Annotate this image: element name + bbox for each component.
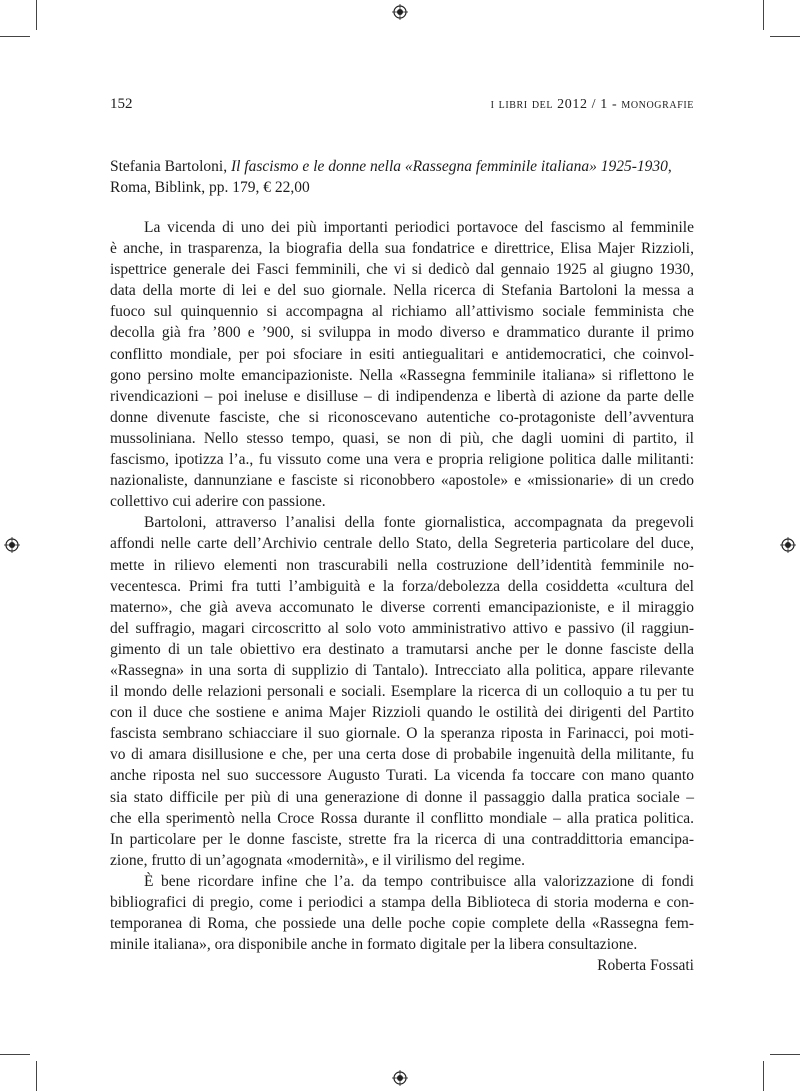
- registration-mark-icon: [780, 537, 796, 553]
- text-line: sia stato difficile per più di una generazione di donne il passaggio dalla pratica sociale –: [110, 788, 694, 806]
- text-line: del suffragio, magari circoscritto al solo voto amministrativo attivo e passivo (il raggiun-: [110, 619, 694, 637]
- registration-mark-icon: [4, 537, 20, 553]
- text-line: mette in rilievo elementi non trascurabili nella costruzione dell’identità femminile no-: [110, 556, 694, 574]
- text-line: nazionaliste, dannunziane e fasciste si riconobbero «apostole» e «missionarie» di un credo: [110, 472, 694, 490]
- crop-mark: [36, 0, 37, 30]
- registration-mark-icon: [392, 4, 408, 20]
- text-line: con il duce che sostiene e anima Majer Rizzioli quando le ostilità dei dirigenti del Partito: [110, 704, 694, 722]
- text-line: temporanea di Roma, che possiede una delle poche copie complete della «Rassegna fem-: [110, 915, 694, 933]
- text-line: vecentesca. Primi fra tutti l’ambiguità e la forza/debolezza della cosiddetta «cultura del: [110, 577, 694, 595]
- citation-comma: ,: [667, 158, 672, 175]
- text-line: data della morte di lei e del suo giornale. Nella ricerca di Stefania Bartoloni la messa a: [110, 282, 694, 300]
- crop-mark: [770, 36, 800, 37]
- text-line: materno», che già aveva accomunato le diverse correnti emancipazioniste, e il miraggio: [110, 598, 694, 616]
- text-line: ispettrice generale dei Fasci femminili, che vi si dedicò dal gennaio 1925 al giugno 1930,: [110, 261, 694, 279]
- text-line: mussoliniana. Nello stesso tempo, quasi, se non di più, che dagli uomini di partito, il: [110, 429, 694, 447]
- text-line: fascismo, ipotizza l’a., fu vissuto come una vera e propria religione politica dalle militanti:: [110, 451, 694, 469]
- text-line: è anche, in trasparenza, la biografia della sua fondatrice e direttrice, Elisa Majer Rizzioli,: [110, 240, 694, 258]
- crop-mark: [763, 0, 764, 30]
- crop-mark: [763, 1061, 764, 1091]
- text-line: vo di amara disillusione e che, per una certa dose di probabile ingenuità della militante, fu: [110, 746, 694, 764]
- text-line: gimento di un tale obiettivo era destinato a tramutarsi anche per le donne fasciste della: [110, 640, 694, 658]
- text-line: In particolare per le donne fasciste, strette fra la ricerca di una contraddittoria emancipa-: [110, 830, 694, 848]
- text-line: che ella sperimentò nella Croce Rossa durante il conflitto mondiale – alla pratica politica.: [110, 809, 694, 827]
- citation-line: [110, 156, 694, 177]
- text-line: il mondo delle relazioni personali e sociali. Esemplare la ricerca di un colloquio a tu per tu: [110, 683, 694, 701]
- text-line: fascista sembrano schiacciare il suo giornale. O la speranza riposta in Farinacci, poi moti-: [110, 725, 694, 743]
- crop-mark: [0, 36, 30, 37]
- text-line: decolla già fra ’800 e ’900, si sviluppa in modo diverso e drammatico durante il primo: [110, 324, 694, 342]
- text-line: fuoco sul quinquennio si accompagna al richiamo all’attivismo sociale femminista che: [110, 303, 694, 321]
- text-line: rivendicazioni – poi ineluse e disilluse – di indipendenza e libertà di azione da parte delle: [110, 387, 694, 405]
- text-line: affondi nelle carte dell’Archivio centrale dello Stato, della Segreteria particolare del duce,: [110, 535, 694, 553]
- crop-mark: [0, 1054, 30, 1055]
- text-line: «Rassegna» in una sorta di supplizio di Tantalo). Intrecciato alla politica, appare rilevante: [110, 661, 694, 679]
- text-line: conflitto mondiale, per poi sfociare in esiti antiegualitari e antidemocratici, che coinvol-: [110, 345, 694, 363]
- crop-mark: [36, 1061, 37, 1091]
- text-line: donne divenute fasciste, che si riconoscevano autentiche co-protagoniste dell’avventura: [110, 408, 694, 426]
- review-body: [110, 217, 694, 976]
- running-title: i libri del 2012 / 1 - monografie: [490, 97, 694, 112]
- text-line: bibliografici di pregio, come i periodici a stampa della Biblioteca di storia moderna e con-: [110, 894, 694, 911]
- text-line: È bene ricordare infine che l’a. da tempo contribuisce alla valorizzazione di fondi: [144, 872, 694, 890]
- text-line: Bartoloni, attraverso l’analisi della fonte giornalistica, accompagnata da pregevoli: [144, 514, 694, 532]
- citation-publisher: Roma, Biblink, pp. 179, € 22,00: [110, 179, 310, 196]
- crop-mark: [770, 1054, 800, 1055]
- text-line: gono persino molte emancipazioniste. Nella «Rassegna femminile italiana» si riflettono le: [110, 366, 694, 384]
- reviewer-signature: Roberta Fossati: [597, 957, 694, 975]
- citation-author: Stefania Bartoloni,: [110, 158, 231, 175]
- text-line: La vicenda di uno dei più importanti periodici portavoce del fascismo al femminile: [144, 219, 694, 236]
- citation-title: Il fascismo e le donne nella «Rassegna femminile italiana» 1925-1930: [230, 158, 668, 175]
- book-citation: [110, 156, 694, 198]
- text-line: anche riposta nel suo successore Augusto Turati. La vicenda fa toccare con mano quanto: [110, 767, 694, 785]
- registration-mark-icon: [392, 1070, 408, 1086]
- text-line: minile italiana», ora disponibile anche in formato digitale per la libera consultazione.: [110, 936, 638, 954]
- running-head: [110, 96, 694, 118]
- text-line: collettivo cui aderire con passione.: [110, 493, 326, 511]
- page-number: 152: [110, 96, 133, 112]
- text-line: zione, frutto di un’agognata «modernità», e il virilismo del regime.: [110, 851, 525, 869]
